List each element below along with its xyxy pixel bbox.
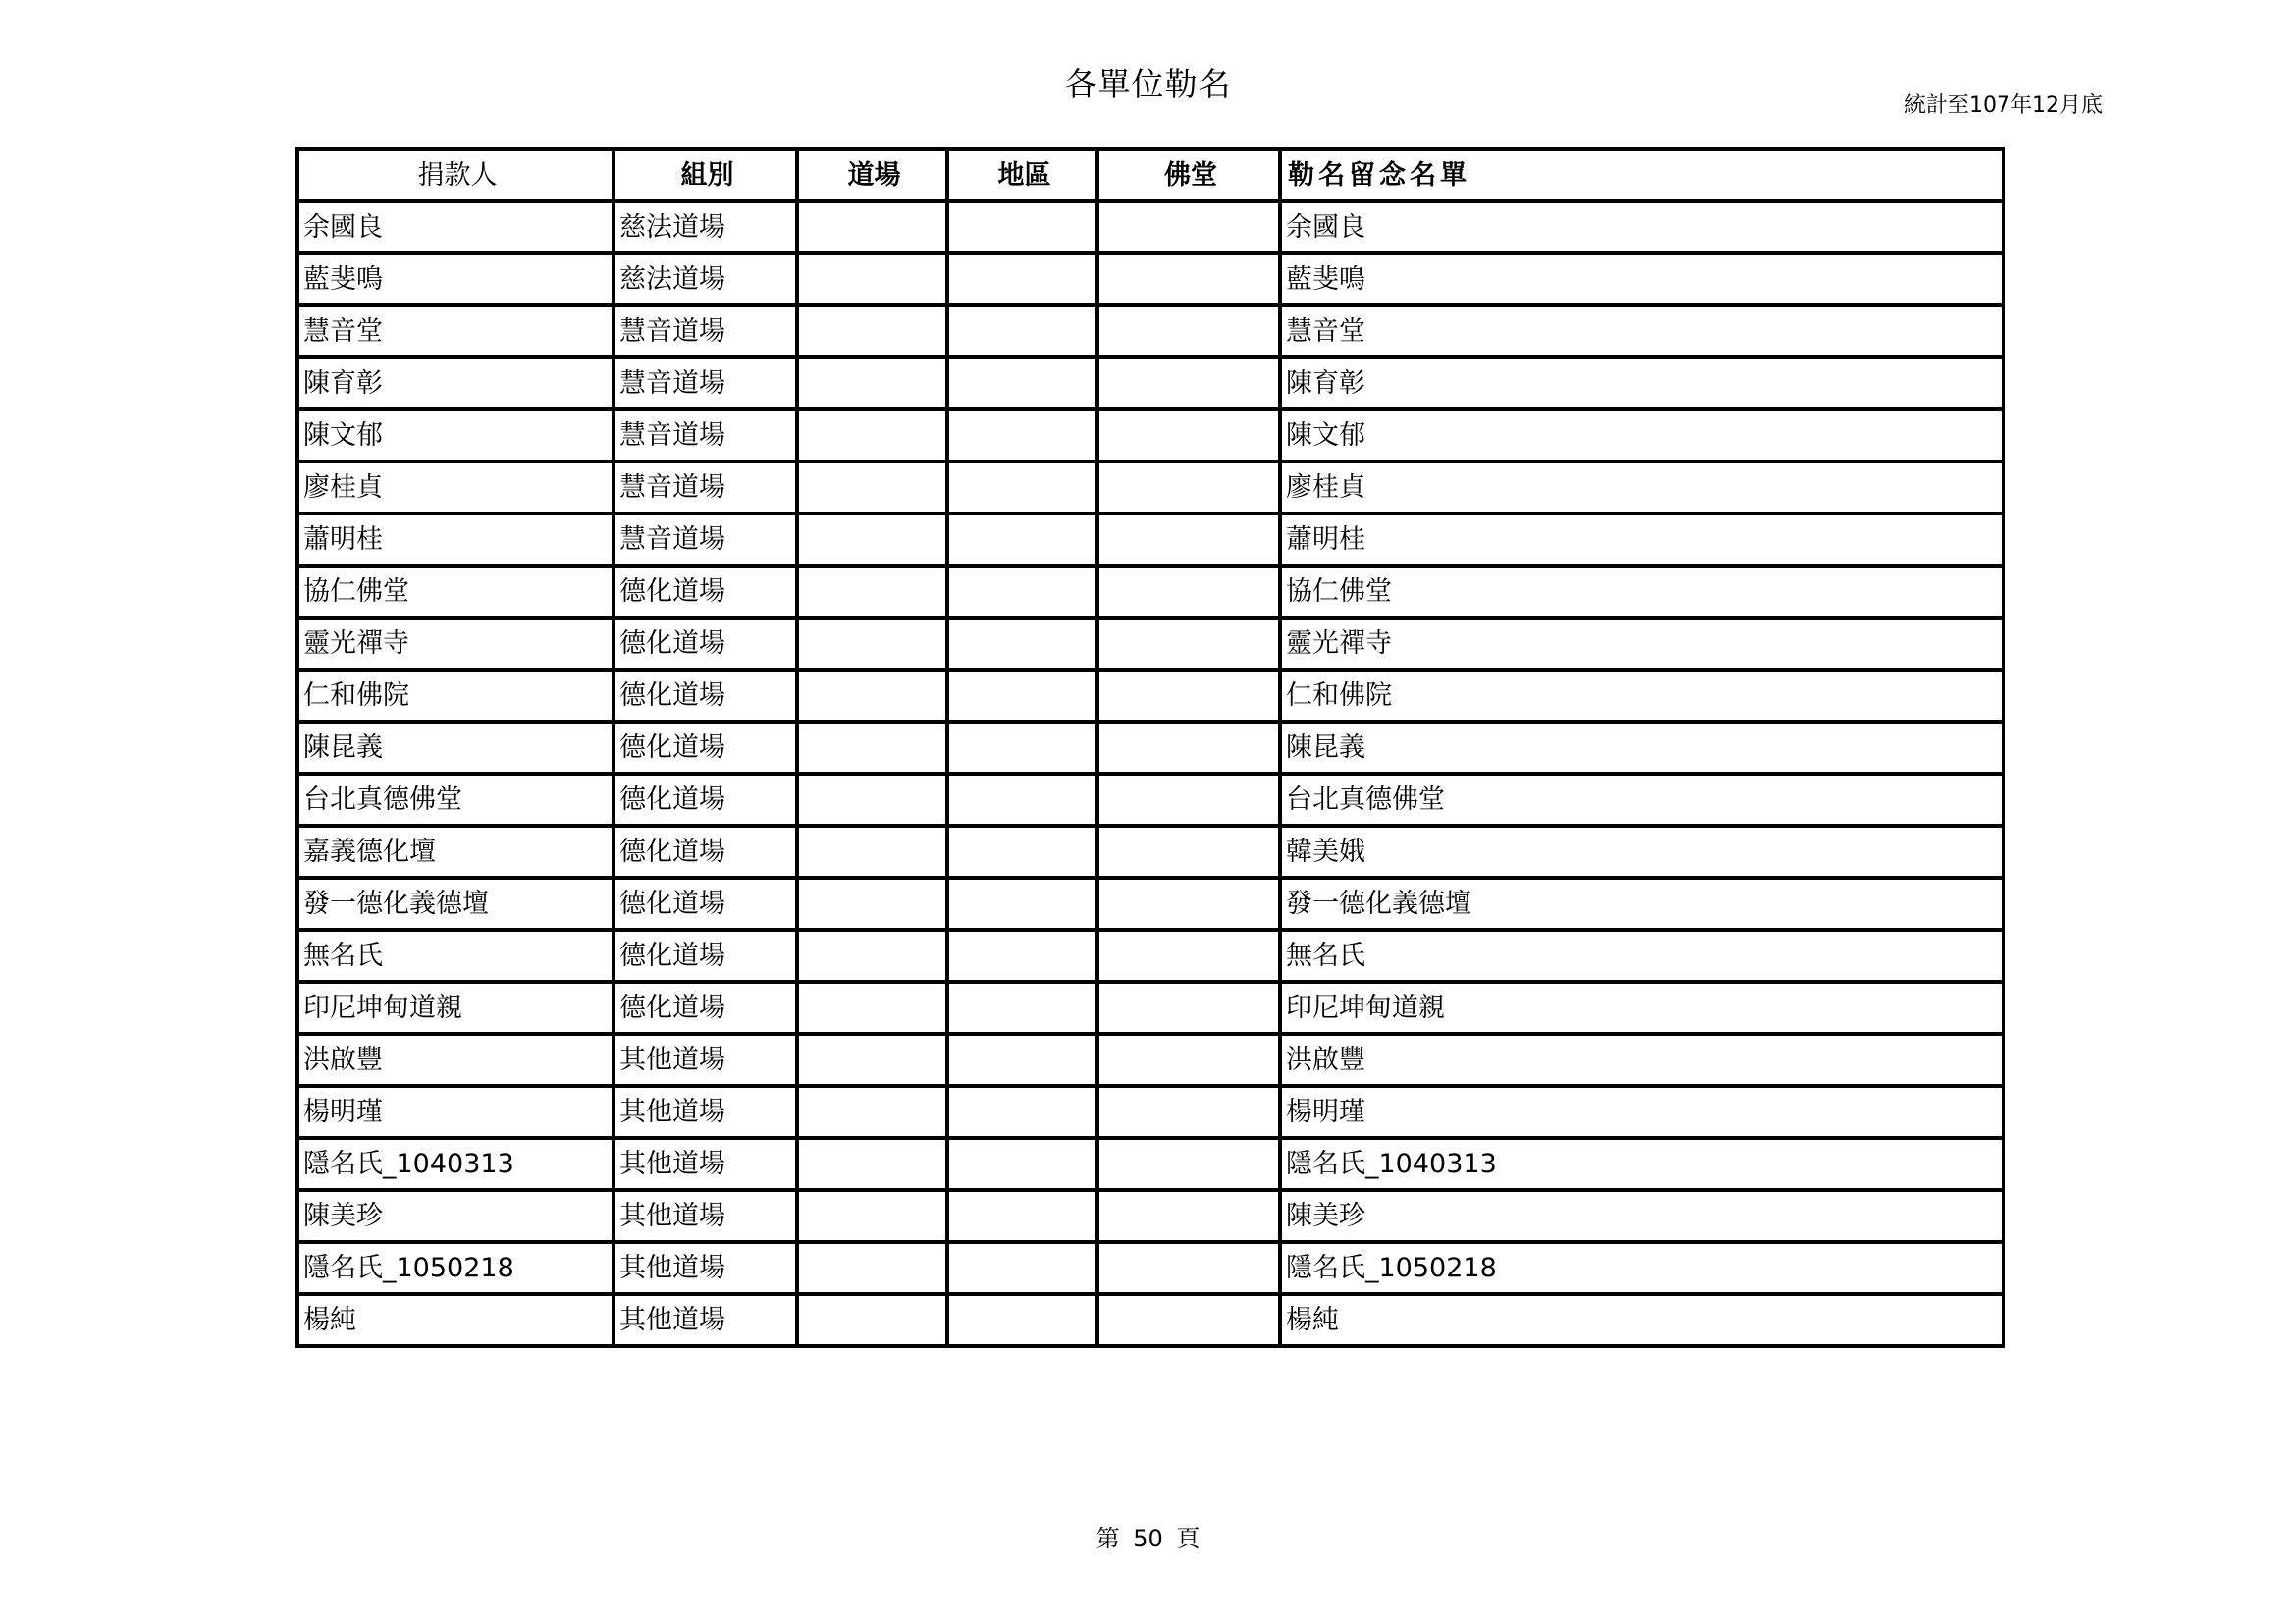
group-cell: 其他道場 bbox=[614, 1138, 797, 1190]
dojo-cell bbox=[797, 722, 947, 774]
temple-cell bbox=[1097, 930, 1280, 982]
temple-cell bbox=[1097, 409, 1280, 461]
dojo-cell bbox=[797, 357, 947, 409]
region-cell bbox=[947, 305, 1097, 357]
region-cell bbox=[947, 618, 1097, 670]
region-cell bbox=[947, 409, 1097, 461]
table-row bbox=[297, 1242, 2003, 1294]
column-header-memorial-list: 勒名留念名單 bbox=[1280, 149, 2003, 201]
donor-cell: 陳美珍 bbox=[297, 1190, 614, 1242]
table-header-row bbox=[297, 149, 2003, 201]
dojo-cell bbox=[797, 1034, 947, 1086]
memorial-name-cell: 陳美珍 bbox=[1280, 1190, 2003, 1242]
donor-cell: 靈光禪寺 bbox=[297, 618, 614, 670]
group-cell: 德化道場 bbox=[614, 618, 797, 670]
region-cell bbox=[947, 670, 1097, 722]
donor-cell: 楊明瑾 bbox=[297, 1086, 614, 1138]
region-cell bbox=[947, 461, 1097, 514]
group-cell: 慧音道場 bbox=[614, 305, 797, 357]
temple-cell bbox=[1097, 253, 1280, 305]
region-cell bbox=[947, 1190, 1097, 1242]
temple-cell bbox=[1097, 1294, 1280, 1346]
donor-cell: 協仁佛堂 bbox=[297, 566, 614, 618]
dojo-cell bbox=[797, 253, 947, 305]
dojo-cell bbox=[797, 1086, 947, 1138]
memorial-name-cell: 發一德化義德壇 bbox=[1280, 878, 2003, 930]
memorial-name-cell: 楊明瑾 bbox=[1280, 1086, 2003, 1138]
donor-cell: 發一德化義德壇 bbox=[297, 878, 614, 930]
donor-cell: 陳育彰 bbox=[297, 357, 614, 409]
temple-cell bbox=[1097, 774, 1280, 826]
column-header-region: 地區 bbox=[947, 149, 1097, 201]
page-number: 第 50 頁 bbox=[1095, 1525, 1201, 1552]
memorial-name-cell: 陳育彰 bbox=[1280, 357, 2003, 409]
dojo-cell bbox=[797, 982, 947, 1034]
table-row bbox=[297, 461, 2003, 514]
memorial-name-cell: 洪啟豐 bbox=[1280, 1034, 2003, 1086]
region-cell bbox=[947, 253, 1097, 305]
memorial-name-cell: 藍斐鳴 bbox=[1280, 253, 2003, 305]
table-row bbox=[297, 566, 2003, 618]
group-cell: 慧音道場 bbox=[614, 461, 797, 514]
dojo-cell bbox=[797, 1294, 947, 1346]
temple-cell bbox=[1097, 357, 1280, 409]
temple-cell bbox=[1097, 1034, 1280, 1086]
group-cell: 其他道場 bbox=[614, 1242, 797, 1294]
donor-cell: 仁和佛院 bbox=[297, 670, 614, 722]
region-cell bbox=[947, 982, 1097, 1034]
table-row bbox=[297, 722, 2003, 774]
page-title: 各單位勒名 bbox=[1064, 65, 1232, 103]
donor-cell: 藍斐鳴 bbox=[297, 253, 614, 305]
dojo-cell bbox=[797, 201, 947, 253]
region-cell bbox=[947, 1242, 1097, 1294]
memorial-name-cell: 楊純 bbox=[1280, 1294, 2003, 1346]
temple-cell bbox=[1097, 566, 1280, 618]
dojo-cell bbox=[797, 1242, 947, 1294]
region-cell bbox=[947, 1034, 1097, 1086]
dojo-cell bbox=[797, 1190, 947, 1242]
donor-cell: 廖桂貞 bbox=[297, 461, 614, 514]
donor-cell: 陳文郁 bbox=[297, 409, 614, 461]
temple-cell bbox=[1097, 826, 1280, 878]
memorial-name-cell: 隱名氏_1050218 bbox=[1280, 1242, 2003, 1294]
temple-cell bbox=[1097, 1190, 1280, 1242]
table-row bbox=[297, 1190, 2003, 1242]
region-cell bbox=[947, 930, 1097, 982]
memorial-name-cell: 陳文郁 bbox=[1280, 409, 2003, 461]
memorial-name-cell: 仁和佛院 bbox=[1280, 670, 2003, 722]
dojo-cell bbox=[797, 566, 947, 618]
group-cell: 慈法道場 bbox=[614, 253, 797, 305]
group-cell: 德化道場 bbox=[614, 722, 797, 774]
memorial-name-cell: 隱名氏_1040313 bbox=[1280, 1138, 2003, 1190]
group-cell: 慧音道場 bbox=[614, 514, 797, 566]
memorial-name-cell: 廖桂貞 bbox=[1280, 461, 2003, 514]
column-header-dojo: 道場 bbox=[797, 149, 947, 201]
temple-cell bbox=[1097, 878, 1280, 930]
memorial-name-cell: 蕭明桂 bbox=[1280, 514, 2003, 566]
donor-cell: 台北真德佛堂 bbox=[297, 774, 614, 826]
column-header-donor: 捐款人 bbox=[297, 149, 614, 201]
column-header-temple: 佛堂 bbox=[1097, 149, 1280, 201]
region-cell bbox=[947, 566, 1097, 618]
group-cell: 德化道場 bbox=[614, 670, 797, 722]
group-cell: 德化道場 bbox=[614, 774, 797, 826]
table-row bbox=[297, 1034, 2003, 1086]
table-row bbox=[297, 1294, 2003, 1346]
donor-cell: 楊純 bbox=[297, 1294, 614, 1346]
dojo-cell bbox=[797, 305, 947, 357]
table-row bbox=[297, 357, 2003, 409]
region-cell bbox=[947, 774, 1097, 826]
table-row bbox=[297, 670, 2003, 722]
region-cell bbox=[947, 1294, 1097, 1346]
donor-cell: 蕭明桂 bbox=[297, 514, 614, 566]
group-cell: 其他道場 bbox=[614, 1034, 797, 1086]
temple-cell bbox=[1097, 618, 1280, 670]
dojo-cell bbox=[797, 670, 947, 722]
table-row bbox=[297, 982, 2003, 1034]
dojo-cell bbox=[797, 1138, 947, 1190]
table-row bbox=[297, 618, 2003, 670]
region-cell bbox=[947, 201, 1097, 253]
region-cell bbox=[947, 1138, 1097, 1190]
region-cell bbox=[947, 826, 1097, 878]
table-row bbox=[297, 930, 2003, 982]
group-cell: 德化道場 bbox=[614, 826, 797, 878]
group-cell: 德化道場 bbox=[614, 566, 797, 618]
table-row bbox=[297, 514, 2003, 566]
group-cell: 慧音道場 bbox=[614, 357, 797, 409]
table-row bbox=[297, 201, 2003, 253]
donor-cell: 隱名氏_1050218 bbox=[297, 1242, 614, 1294]
donor-cell: 陳昆義 bbox=[297, 722, 614, 774]
temple-cell bbox=[1097, 670, 1280, 722]
memorial-name-cell: 無名氏 bbox=[1280, 930, 2003, 982]
region-cell bbox=[947, 1086, 1097, 1138]
temple-cell bbox=[1097, 514, 1280, 566]
memorial-name-cell: 協仁佛堂 bbox=[1280, 566, 2003, 618]
dojo-cell bbox=[797, 774, 947, 826]
group-cell: 其他道場 bbox=[614, 1086, 797, 1138]
donor-cell: 慧音堂 bbox=[297, 305, 614, 357]
table-row bbox=[297, 826, 2003, 878]
table-row bbox=[297, 305, 2003, 357]
donor-cell: 余國良 bbox=[297, 201, 614, 253]
dojo-cell bbox=[797, 826, 947, 878]
donor-cell: 隱名氏_1040313 bbox=[297, 1138, 614, 1190]
dojo-cell bbox=[797, 930, 947, 982]
temple-cell bbox=[1097, 305, 1280, 357]
memorial-name-cell: 韓美娥 bbox=[1280, 826, 2003, 878]
temple-cell bbox=[1097, 722, 1280, 774]
donor-cell: 無名氏 bbox=[297, 930, 614, 982]
group-cell: 慈法道場 bbox=[614, 201, 797, 253]
memorial-name-cell: 慧音堂 bbox=[1280, 305, 2003, 357]
temple-cell bbox=[1097, 1086, 1280, 1138]
donor-cell: 嘉義德化壇 bbox=[297, 826, 614, 878]
donor-cell: 印尼坤甸道親 bbox=[297, 982, 614, 1034]
group-cell: 德化道場 bbox=[614, 930, 797, 982]
memorial-name-cell: 靈光禪寺 bbox=[1280, 618, 2003, 670]
temple-cell bbox=[1097, 201, 1280, 253]
table-row bbox=[297, 253, 2003, 305]
region-cell bbox=[947, 357, 1097, 409]
temple-cell bbox=[1097, 982, 1280, 1034]
temple-cell bbox=[1097, 1242, 1280, 1294]
donor-table bbox=[295, 147, 2005, 1348]
table-row bbox=[297, 1086, 2003, 1138]
dojo-cell bbox=[797, 409, 947, 461]
temple-cell bbox=[1097, 461, 1280, 514]
region-cell bbox=[947, 878, 1097, 930]
table-row bbox=[297, 774, 2003, 826]
table-row bbox=[297, 1138, 2003, 1190]
memorial-name-cell: 台北真德佛堂 bbox=[1280, 774, 2003, 826]
memorial-name-cell: 余國良 bbox=[1280, 201, 2003, 253]
table-body bbox=[297, 201, 2003, 1346]
dojo-cell bbox=[797, 514, 947, 566]
group-cell: 其他道場 bbox=[614, 1190, 797, 1242]
region-cell bbox=[947, 514, 1097, 566]
dojo-cell bbox=[797, 618, 947, 670]
temple-cell bbox=[1097, 1138, 1280, 1190]
memorial-name-cell: 印尼坤甸道親 bbox=[1280, 982, 2003, 1034]
group-cell: 德化道場 bbox=[614, 878, 797, 930]
dojo-cell bbox=[797, 878, 947, 930]
group-cell: 慧音道場 bbox=[614, 409, 797, 461]
memorial-name-cell: 陳昆義 bbox=[1280, 722, 2003, 774]
group-cell: 其他道場 bbox=[614, 1294, 797, 1346]
table-row bbox=[297, 878, 2003, 930]
group-cell: 德化道場 bbox=[614, 982, 797, 1034]
column-header-group: 組別 bbox=[614, 149, 797, 201]
dojo-cell bbox=[797, 461, 947, 514]
table-row bbox=[297, 409, 2003, 461]
donor-cell: 洪啟豐 bbox=[297, 1034, 614, 1086]
stats-cutoff-note: 統計至107年12月底 bbox=[1904, 93, 2103, 118]
region-cell bbox=[947, 722, 1097, 774]
